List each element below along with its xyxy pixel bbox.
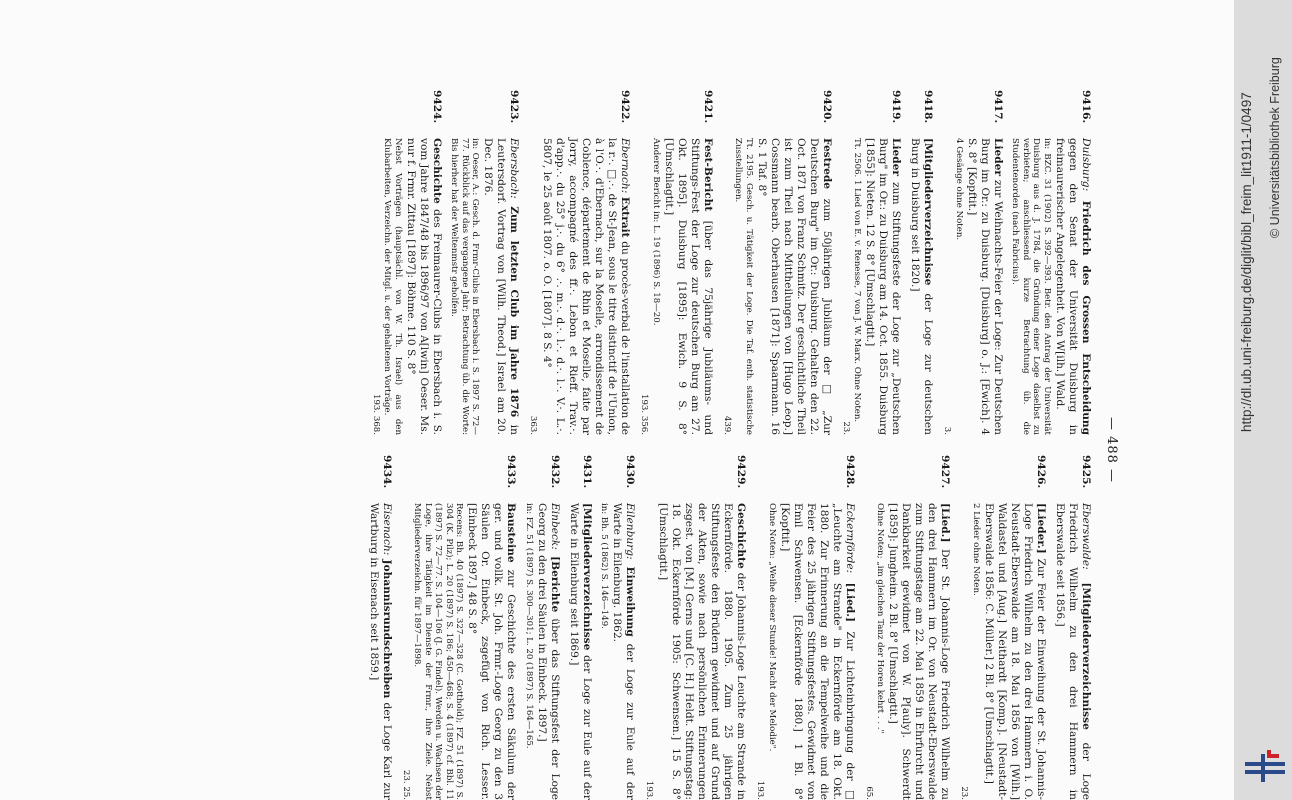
entry-title: [Lied.] — [939, 503, 952, 543]
entry-body — [1053, 503, 1092, 800]
entry-note: 4 Gesänge ohne Noten. — [954, 138, 964, 241]
entry-body — [638, 138, 715, 435]
entry-body — [941, 138, 1005, 435]
entry-text: in Leutersdorf. Vortrag von [Wilh. Theod.] Israel am 20. Dec. 1876. — [482, 138, 521, 435]
entry-title: [Lied.] — [844, 582, 856, 622]
entry-body — [567, 503, 593, 800]
entry-place: Eilenburg: — [624, 503, 637, 560]
bibliography-entry — [941, 90, 1005, 435]
entry-body — [399, 503, 518, 800]
entry-title: Bausteine — [505, 503, 518, 563]
bibliography-entry — [567, 455, 593, 800]
entry-note: in: FZ. 51 (1897) S. 300—301; L. 20 (1897) S. 164—165. — [524, 503, 534, 749]
entry-title: Geschichte — [431, 138, 443, 204]
entry-place: Eckernförde: — [844, 503, 856, 574]
entry-place: Einbeck: — [549, 503, 561, 550]
entry-note: Recens: Bh. 40 (1897) S. 327—328 (C. Gotthold); FZ. 51 (1897) S. 304 (K. Pilz); L. 20 (1897) S. 186; 450—468; S. 4 (1897) cf. Bbl. 11 (1897) S. 72—77. S. 104—106 (J. G. Findel). Werden u. Wachsen der Loge, ihre Tätigkeit im Dienste der Frmr., ihre Ziele. Nebst Mitgliederverzeichn. für 1897—1898. — [412, 503, 465, 800]
entry-body — [643, 503, 748, 800]
bibliography-entry — [909, 90, 935, 435]
entry-title: [Berichte — [549, 556, 561, 613]
entry-page-ref: 23. — [841, 421, 851, 435]
entry-body — [958, 503, 1048, 800]
entry-text: [über das 75jährige Jubiläums- und Stiftungs-Fest der Loge zur deutschen Burg am 27. Okt. 1895]. Duisburg [1895]: Ewich. 9 S. 8° [Umschlagtit.] — [663, 138, 714, 435]
entry-note: 2 Lieder ohne Noten. — [971, 503, 981, 596]
entry-text: der Loge zur Eule auf der Warte in Eilenburg. 1862. — [611, 503, 637, 800]
bibliography-entry — [399, 455, 518, 800]
entry-place: Duisburg: — [1080, 138, 1092, 192]
entry-note: in: Oeser, A.: Gesch. d. Frmr-Clubs in Ebersbach i. S. 1897 S. 72—77. Rückblick auf das vergangene Jahr; Betrachtung üb. die Worte: Bis hierher hat der Weltenmstr geholfen. — [449, 138, 481, 435]
entry-number: 9430. — [624, 455, 637, 489]
entry-number: 9432. — [549, 455, 561, 489]
entry-note: Anderer Bericht in: L. 19 (1896) S. 18—20. — [651, 138, 661, 326]
bibliography-entry — [720, 90, 833, 435]
entry-body — [909, 138, 935, 435]
entry-title: Zum letzten Club im Jahre 1876 — [508, 206, 521, 418]
entry-title: Fest-Bericht — [702, 138, 714, 212]
entry-number: 9419. — [890, 90, 903, 124]
left-column — [363, 90, 1092, 435]
entry-text: zur Geschichte des ersten Säkulum der ger. und vollk. St. Joh. Frmr.-Loge Georg zu den 3 Säulen Or. Einbeck, zsgefügt von Rich. Lesser. [Einbeck 1897.] 48 S. 8° — [466, 503, 518, 800]
entry-text: Zur Feier der Einweihung der St. Johannis-Loge Friedrich Wilhelm zu den drei Hammern i. O. Neustadt-Eberswalde am 18. Mai 1856 von [Wilh.] Waldastel und [Aug.] Neithardt [Komp.]. [Neustadt-Eberswalde 1856: C. Müller.] 2 Bl. 8° [Umschlagtit.] — [983, 503, 1047, 800]
entry-number: 9417. — [992, 90, 1004, 124]
entry-note: Ohne Noten: „Weihe dieser Stunde! Macht der Melodie". — [767, 503, 777, 752]
bibliography-entry — [643, 455, 748, 800]
entry-number: 9434. — [381, 455, 393, 489]
entry-body — [369, 138, 443, 435]
entry-text: über das Stiftungsfest der Loge Georg zu den drei Säulen in Einbeck. 1897.] — [536, 503, 561, 800]
entry-place: Eisenach: — [381, 503, 393, 556]
entry-note: in: BZC. 31 (1902) S. 392—393. Betr. den Antrag der Universität Duisburg aus d. J. 1784, die Gründung einer Loge daselbst zu verbieten; anschliessend kurze Betrachtung üb. die Studentenorden (nach Fabricius). — [1010, 138, 1052, 435]
bibliography-entry — [1010, 90, 1092, 435]
bibliography-entry — [527, 90, 632, 435]
bibliography-entry — [862, 455, 952, 800]
entry-title: Johannisrundschreiben — [381, 559, 393, 699]
entry-page-ref: 65. — [864, 786, 874, 800]
entry-place: Ebernach: — [619, 138, 632, 194]
bibliography-entry — [638, 90, 715, 435]
entry-number: 9421. — [702, 90, 714, 124]
bibliography-entry — [367, 455, 393, 800]
right-column — [361, 455, 1092, 800]
ub-freiburg-logo-icon — [1243, 744, 1287, 784]
entry-body — [839, 138, 903, 435]
entry-note: in: Bh. 5 (1862) S. 146—149. — [599, 503, 610, 629]
entry-text: Zur Lichteinbringung der □ „Leuchte am Strande" in Eckernförde am 18. Okt. 1880. Zur Erinnerung an die Tempelweihe und die Feier des 25 jährigen Stiftungsfestes. Gewidmet von Emil Schwensen. [Eckernförde 1880.] 1 Bl. 8° [Kopftit.] — [779, 503, 856, 800]
entry-title: Geschichte — [735, 503, 748, 569]
entry-body — [599, 503, 637, 800]
entry-number: 9428. — [844, 455, 856, 489]
entry-number: 9424. — [431, 90, 443, 124]
entry-number: 9425. — [1080, 455, 1092, 489]
entry-title: Festrede — [821, 138, 833, 190]
entry-text: gegen den Senat der Universität Duisburg in freimaurerischer Angelegenheit. Von W[ilh.] Wald. — [1054, 138, 1079, 435]
copyright-notice: © Universitätsbibliothek Freiburg — [1268, 57, 1282, 238]
entry-number: 9420. — [821, 90, 833, 124]
entry-text: zum 50jährigen Jubiläum der □ „Zur Deutschen Burg" im Or.: Duisburg. Gehalten den 22. Oct. 1871 von Franz Schmitz. Der geschichtliche Theil ist zum Theil nach Mittheilungen von [Hugo Leop.] Cossmann bearb. Oberhausen [1871]: Spaarmann. 16 S. 1 Taf. 8° — [756, 138, 833, 435]
bibliography-entry — [1053, 455, 1092, 800]
rotated-page-content — [165, 90, 1120, 800]
entry-title: [Mitgliederverzeichnisse — [581, 503, 593, 651]
entry-number: 9416. — [1080, 90, 1092, 124]
bibliography-entry — [599, 455, 637, 800]
entry-page-ref: 23. — [959, 786, 970, 800]
entry-title: Extrait — [619, 196, 632, 238]
entry-body — [1010, 138, 1092, 435]
bibliography-entry — [754, 455, 857, 800]
entry-title: Lieder — [992, 138, 1004, 176]
entry-text: du procès-verbal de l'installation de la r.·. □.·. de St-Jean, sous le titre distinctif de l'Union, à l'O.·. d'Ebernach, sur la Moselle, arrondissement de Coblence, département de Rhin et Moselle, faite par Jorry, accompagné des ff.·. Lebon et Rieff. Trav.·. d'app.·. du 25° j.·. du 6° .·. m.·. d.·. l.·. d.·. l.·. V.·. L.·. 5807, le 25 août 1807. o. O. [1807]. 8 S. 4° — [541, 138, 632, 435]
entry-text: der Loge zur Eule auf der Warte in Eilenburg seit 1869.] — [568, 503, 593, 800]
entry-place: Eberswalde: — [1080, 503, 1092, 570]
entry-body — [720, 138, 833, 435]
entry-number: 9427. — [939, 455, 952, 489]
entry-text: Der St. Johannis-Loge Friedrich Wilhelm zu den drei Hammern im Or. von Neustadt-Eberswalde zum Stiftungstage am 22. Mai 1859 in Ehrfurcht und Dankbarkeit gewidmet von W. P[auly]. Schwerdt [1859]: Jungheim. 2 Bl. 8° [Umschlagtit.] — [887, 503, 952, 800]
entry-number: 9429. — [735, 455, 748, 489]
entry-number: 9431. — [581, 455, 593, 489]
entry-note: Tt. 2195. Gesch. u. Tätigkeit der Loge. Die Taf. enth. statistische Zusstellungen. — [733, 138, 754, 435]
entry-title: [Mitgliederverzeichnisse — [1080, 582, 1092, 730]
entry-text: der Loge Karl zur Wartburg in Eisenach seit 1859.] — [368, 503, 393, 800]
entry-title: [Lieder.] — [1035, 503, 1047, 554]
entry-text: der Johannis-Loge Leuchte am Strande in Eckernförde. 1880. 1905. Zum 25 jährigen Stiftungsfeste den Brüdern gewidmet und auf Grund der Akten, sowie nach persönlichen Erinnerungen zsgest. von [M.] Gerns und [C. H.] Heldt. Stiftungstag: 18. Okt. Eckernförde 1905: Schwensen.] 15 S. 8° [Umschlagtit.] — [657, 503, 748, 800]
entry-title: Friedrich des Grossen Entscheidung — [1080, 200, 1092, 436]
entry-number: 9426. — [1035, 455, 1047, 489]
entry-text: der Loge zur deutschen Burg in Duisburg seit 1820.] — [909, 138, 935, 435]
bibliography-entry — [839, 90, 903, 435]
entry-page-ref: 193. — [755, 780, 766, 800]
entry-page-ref: 23. 25. — [401, 769, 411, 800]
entry-title: [Mitgliederverzeichnisse — [922, 138, 935, 286]
entry-note: Ohne Noten; „im gleichen Tanz der Horen kehrt . . ." — [875, 503, 886, 734]
bibliography-entry — [369, 90, 443, 435]
entry-page-ref: 3. — [942, 426, 953, 435]
entry-text: der Loge Friedrich Wilhelm zu den drei Hammern in Eberswalde seit 1856.] — [1054, 503, 1092, 800]
entry-body — [367, 503, 393, 800]
entry-body — [524, 503, 562, 800]
entry-page-ref: 363. — [528, 415, 539, 435]
entry-page-ref: 193. — [644, 780, 655, 800]
entry-body — [527, 138, 632, 435]
entry-place: Ebersbach: — [508, 138, 521, 199]
entry-page-ref: 193. 356. — [639, 393, 650, 435]
page-number: — 488 — — [1104, 416, 1119, 484]
entry-title: Lieder — [890, 138, 903, 176]
bibliography-entry — [524, 455, 562, 800]
entry-text: zum Stiftungsfeste der Loge zur „Deutschen Burg" im Or.: zu Duisburg am 14. Oct. 1855. Duisburg [1855]: Nieten. 12 S. 8° [Umschlagtit.] — [864, 138, 903, 435]
bibliography-entry — [958, 455, 1048, 800]
entry-body — [449, 138, 521, 435]
source-url[interactable]: http://dl.ub.uni-freiburg.de/diglit/bibl_freim_lit1911-1/0497 — [1239, 92, 1254, 432]
entry-page-ref: 439. — [722, 415, 732, 435]
entry-note: Tt. 2506. 1 Lied von E. v. Renesse, 7 von J. W. Marx. Ohne Noten. — [852, 138, 863, 423]
entry-body — [862, 503, 952, 800]
entry-number: 9422. — [619, 90, 632, 124]
entry-note: Nebst Vorträgen (hauptsächl. von W. Th. Israel) aus den Klubarbeiten, Verzeichn. der Mitgl. u. der gehaltenen Vorträge. — [382, 138, 403, 435]
entry-number: 9423. — [508, 90, 521, 124]
entry-title: Einweihung — [624, 566, 637, 637]
entry-page-ref: 193. 368. — [371, 393, 381, 435]
entry-body — [754, 503, 857, 800]
entry-number: 9433. — [505, 455, 518, 489]
entry-text: des Freimaurer-Clubs in Ebersbach i. S. vom Jahre 1847/48 bis 1896/97 von A[lwin] Oeser. Ms. nur f. Frmr. Zittau [1897]: Böhme. 110 S. 8° — [405, 138, 443, 435]
bibliography-entry — [449, 90, 521, 435]
entry-number: 9418. — [922, 90, 935, 124]
entry-text: zur Weihnachts-Feier der Loge: Zur Deutschen Burg im Or.: zu Duisburg. [Duisburg] o. J.: [Ewich]. 4 S. 8° [Kopftit.] — [966, 138, 1004, 435]
